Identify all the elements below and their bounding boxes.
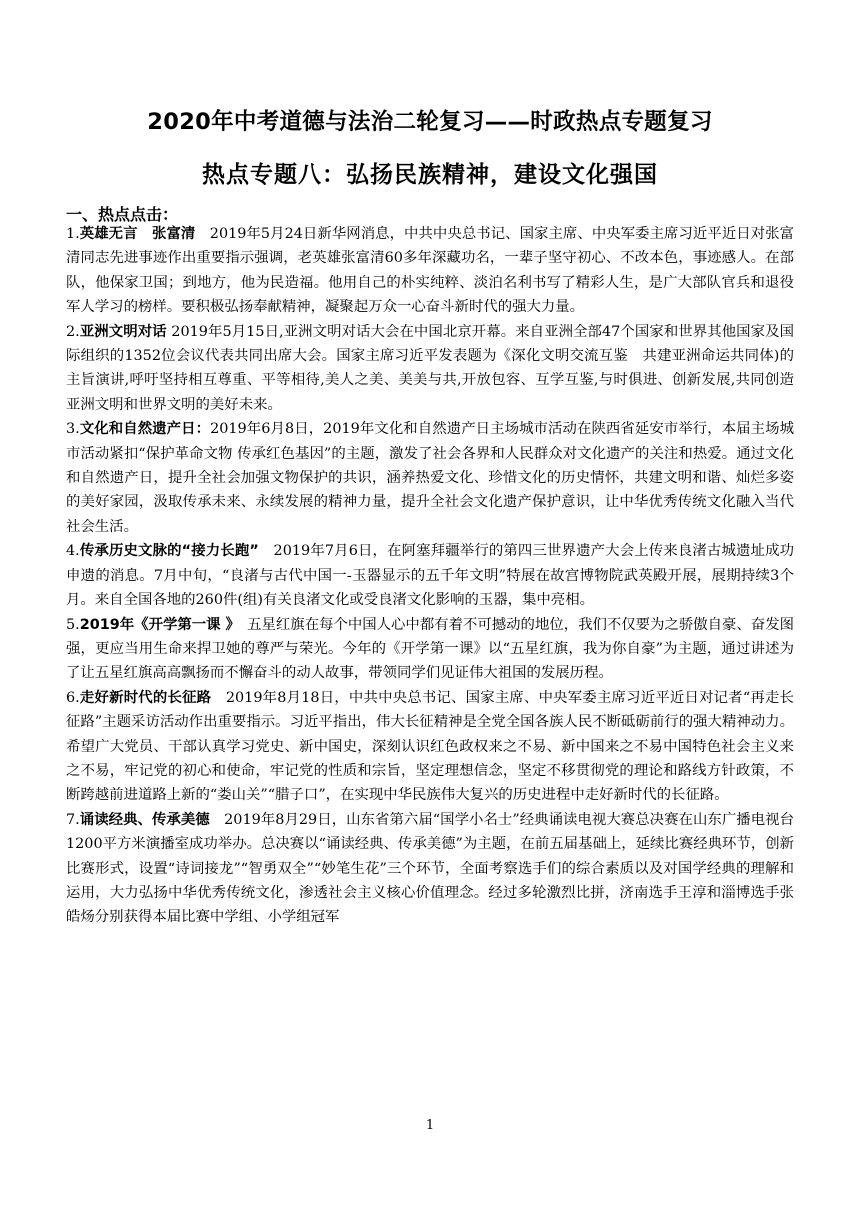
- section-heading: 一、热点点击：: [66, 205, 179, 224]
- item-number: 1.: [66, 226, 80, 242]
- item-number: 4.: [66, 543, 80, 560]
- item-heading: 走好新时代的长征路: [79, 689, 212, 706]
- hotspot-list: [66, 222, 794, 930]
- item-number: 2.: [66, 323, 80, 340]
- hotspot-item-6: [66, 686, 794, 808]
- item-heading: 传承历史文脉的“接力长跑”: [79, 543, 259, 560]
- item-heading: 诵读经典、传承美德: [79, 811, 210, 828]
- item-text: 2019年8月18日，中共中央总书记、国家主席、中央军委主席习近平近日对记者“再走长征路”主题采访活动作出重要指示。习近平指出，伟大长征精神是全党全国各族人民不断砥砺前行的强大精神动力。希望广大党员、干部认真学习党史、新中国史，深刻认识红色政权来之不易、新中国来之不易中国特色社会主义来之不易，牢记党的初心和使命，牢记党的性质和宗旨，坚定理想信念，坚定不移贯彻党的理论和路线方针政策，不断跨越前进道路上新的“娄山关”“腊子口”，在实现中华民族伟大复兴的历史进程中走好新时代的长征路。: [66, 689, 794, 804]
- hotspot-item-4: [66, 539, 794, 612]
- hotspot-item-3: [66, 417, 794, 539]
- item-heading: 亚洲文明对话: [79, 323, 167, 340]
- item-number: 7.: [66, 811, 80, 828]
- item-text: 2019年6月8日，2019年文化和自然遗产日主场城市活动在陕西省延安市举行，本届主场城市活动紧扣“保护革命文物 传承红色基因”的主题，激发了社会各界和人民群众对文化遗产的关注和热爱。通过文化和自然遗产日，提升全社会加强文物保护的共识，涵养热爱文化、珍惜文化的历史情怀，共建文明和谐、灿烂多姿的美好家园，汲取传承未来、永续发展的精神力量，提升全社会文化遗产保护意识，让中华优秀传统文化融入当代社会生活。: [66, 421, 794, 535]
- item-heading: 2019年《开学第一课 》: [79, 616, 233, 633]
- item-text: 2019年5月15日,亚洲文明对话大会在中国北京开幕。来自亚洲全部47个国家和世界其他国家及国际组织的1352位会议代表共同出席大会。国家主席习近平发表题为《深化文明交流互鉴 共建亚洲命运共同体)的主旨演讲,呼吁坚持相互尊重、平等相待,美人之美、美美与共,开放包容、互学互鉴,与时俱进、创新发展,共同创造亚洲文明和世界文明的美好未来。: [66, 323, 794, 413]
- item-number: 5.: [66, 616, 80, 633]
- item-heading: 文化和自然遗产日：: [79, 421, 211, 438]
- item-text: 2019年7月6日，在阿塞拜疆举行的第四三世界遗产大会上传来良渚古城遗址成功申遗的消息。7月中旬，“良渚与古代中国一-玉器显示的五千年文明”特展在故宫博物院武英殿开展，展期持续3个月。来自全国各地的260件(组)有关良渚文化或受良渚文化影响的玉器，集中亮相。: [66, 543, 795, 609]
- item-number: 3.: [66, 421, 80, 438]
- hotspot-item-1: [66, 222, 794, 320]
- document-title: 2020年中考道德与法治二轮复习——时政热点专题复习: [147, 109, 713, 135]
- item-text: 2019年5月24日新华网消息，中共中央总书记、国家主席、中央军委主席习近平近日对张富清同志先进事迹作出重要指示强调，老英雄张富清60多年深藏功名，一辈子坚守初心、不改本色，事迹感人。在部队，他保家卫国；到地方，他为民造福。他用自己的朴实纯粹、淡泊名利书写了精彩人生，是广大部队官兵和退役军人学习的榜样。要积极弘扬奉献精神，凝聚起万众一心奋斗新时代的强大力量。: [66, 226, 794, 316]
- document-subtitle: 热点专题八：弘扬民族精神，建设文化强国: [202, 162, 658, 188]
- item-text: 五星红旗在每个中国人心中都有着不可撼动的地位，我们不仅要为之骄傲自豪、奋发图强，更应当用生命来捍卫她的尊严与荣光。今年的《开学第一课》以“五星红旗，我为你自豪”为主题，通过讲述为了让五星红旗高高飘扬而不懈奋斗的动人故事，带领同学们见证伟大祖国的发展历程。: [66, 616, 794, 682]
- item-text: 2019年8月29日，山东省第六届“国学小名士”经典诵读电视大赛总决赛在山东广播电视台1200平方米演播室成功举办。总决赛以“诵读经典、传承美德”为主题，在前五届基础上，延续比赛经典环节，创新比赛形式，设置“诗词接龙”“智勇双全”“妙笔生花”三个环节，全面考察选手们的综合素质以及对国学经典的理解和运用，大力弘扬中华优秀传统文化，渗透社会主义核心价值理念。经过多轮激烈比拼，济南选手王淳和淄博选手张皓炀分别获得本届比赛中学组、小学组冠军: [66, 811, 794, 926]
- hotspot-item-7: [66, 808, 794, 930]
- page-number: 1: [425, 1118, 435, 1133]
- item-number: 6.: [66, 689, 80, 706]
- hotspot-item-2: [66, 320, 794, 418]
- item-heading: 英雄无言 张富清: [79, 226, 196, 242]
- hotspot-item-5: [66, 613, 794, 686]
